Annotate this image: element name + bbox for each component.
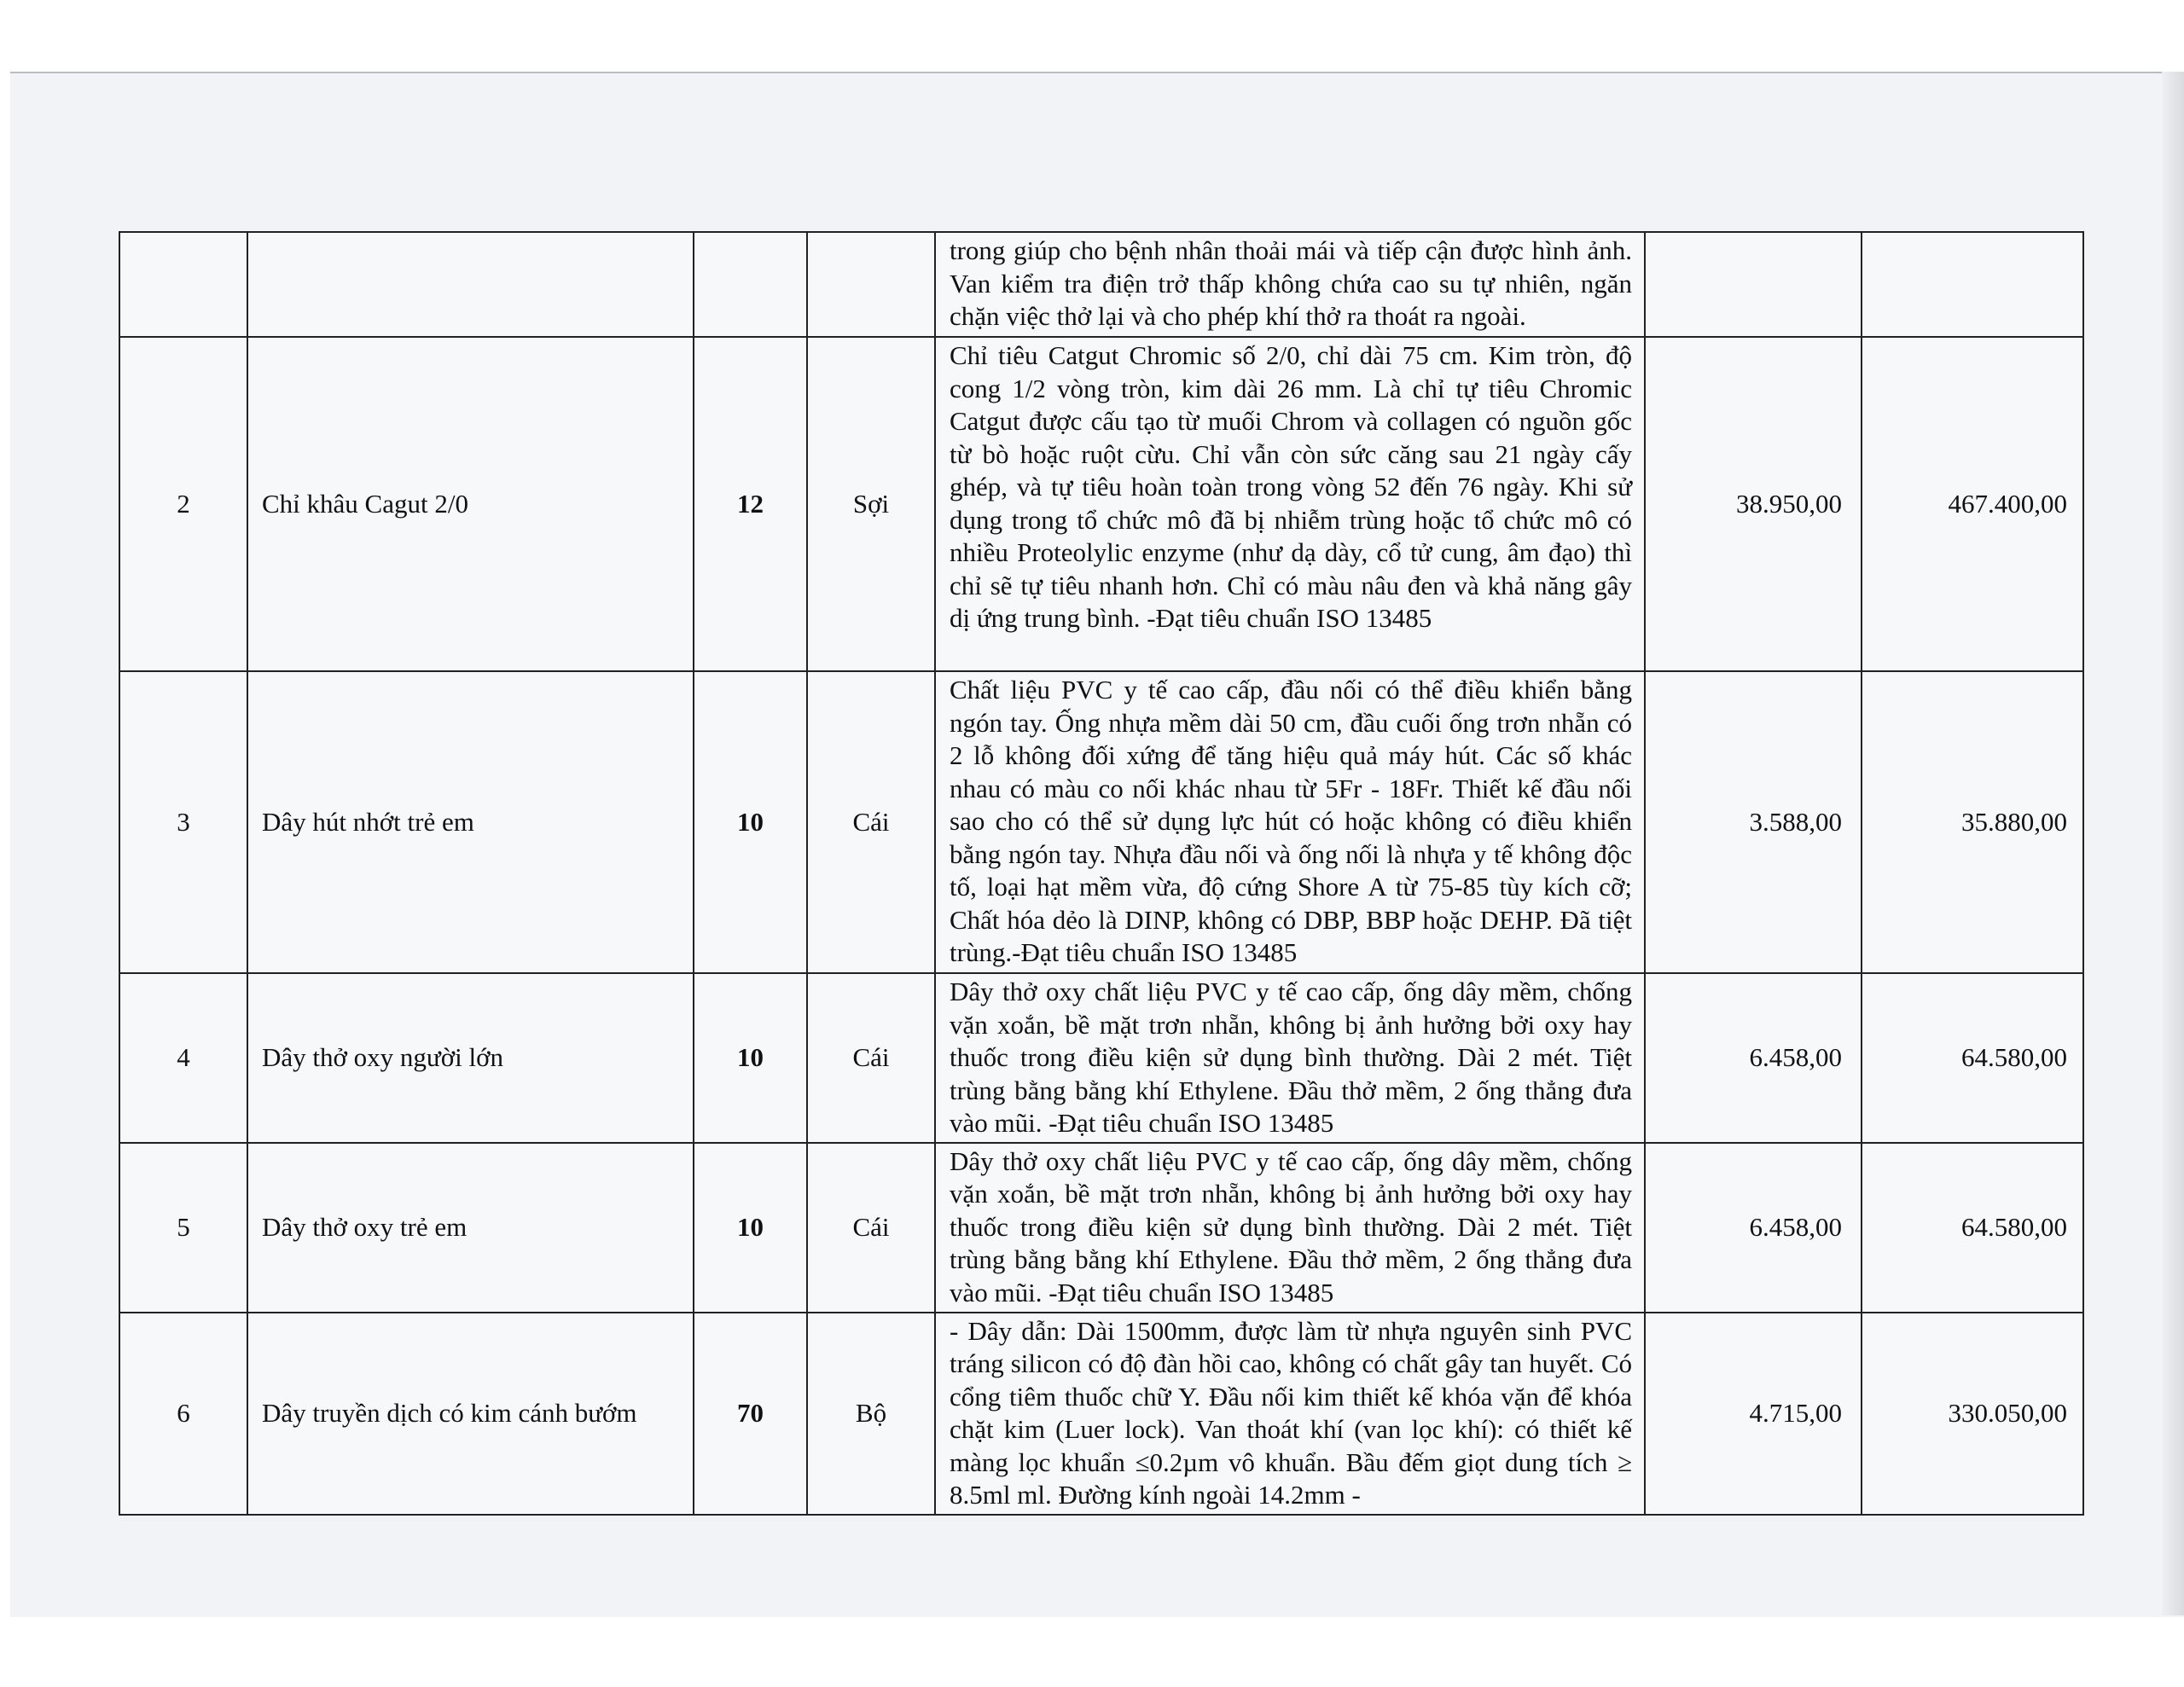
item-unit: Sợi (807, 337, 935, 671)
item-total: 467.400,00 (1862, 337, 2083, 671)
item-name-text: Dây thở oxy người lớn (262, 1042, 503, 1073)
row-number: 2 (119, 337, 247, 671)
table-row (119, 1313, 2083, 1515)
item-unit-price: 6.458,00 (1645, 1143, 1862, 1313)
item-quantity: 12 (694, 337, 807, 671)
item-name (247, 232, 694, 337)
row-number: 6 (119, 1313, 247, 1515)
item-name-text: Dây hút nhớt trẻ em (262, 807, 474, 837)
item-name-text: Chỉ khâu Cagut 2/0 (262, 489, 468, 519)
item-unit (807, 232, 935, 337)
item-specification: Dây thở oxy chất liệu PVC y tế cao cấp, ống dây mềm, chống vặn xoắn, bề mặt trơn nhẵn, không bị ảnh hưởng bởi oxy hay thuốc trong điều kiện sử dụng bình thường. Dài 2 mét. Tiệt trùng bằng bằng khí Ethylene. Đầu thở mềm, 2 ống thẳng đưa vào mũi. -Đạt tiêu chuẩn ISO 13485 (935, 973, 1645, 1143)
item-name-text: Dây thở oxy trẻ em (262, 1212, 468, 1242)
item-quantity: 70 (694, 1313, 807, 1515)
item-name (247, 337, 694, 671)
table-row (119, 232, 2083, 337)
item-unit: Bộ (807, 1313, 935, 1515)
item-unit-price: 38.950,00 (1645, 337, 1862, 671)
table-row (119, 337, 2083, 671)
item-specification: - Dây dẫn: Dài 1500mm, được làm từ nhựa nguyên sinh PVC tráng silicon có độ đàn hồi cao, không có chất gây tan huyết. Có cổng tiêm thuốc chữ Y. Đầu nối kim thiết kế khóa vặn để khóa chặt kim (Luer lock). Van thoát khí (van lọc khí): có thiết kế màng lọc khuẩn ≤0.2µm vô khuẩn. Bầu đếm giọt dung tích ≥ 8.5ml ml. Đường kính ngoài 14.2mm - (935, 1313, 1645, 1515)
item-unit-price (1645, 232, 1862, 337)
table-row (119, 973, 2083, 1143)
item-quantity (694, 232, 807, 337)
item-name (247, 1143, 694, 1313)
row-number: 4 (119, 973, 247, 1143)
table-row (119, 671, 2083, 973)
item-quantity: 10 (694, 671, 807, 973)
supplies-table (119, 231, 2084, 1516)
item-specification: Chất liệu PVC y tế cao cấp, đầu nối có thể điều khiển bằng ngón tay. Ống nhựa mềm dài 50 cm, đầu cuối ống trơn nhẵn có 2 lỗ không đối xứng để tăng hiệu quả máy hút. Các số khác nhau có màu co nối khác nhau từ 5Fr - 18Fr. Thiết kế đầu nối sao cho có thể sử dụng lực hút có hoặc không có điều khiển bằng ngón tay. Nhựa đầu nối và ống nối là nhựa y tế không độc tố, loại hạt mềm vừa, độ cứng Shore A từ 75-85 tùy kích cỡ; Chất hóa dẻo là DINP, không có DBP, BBP hoặc DEHP. Đã tiệt trùng.-Đạt tiêu chuẩn ISO 13485 (935, 671, 1645, 973)
item-total: 35.880,00 (1862, 671, 2083, 973)
item-name-text: Dây truyền dịch có kim cánh bướm (262, 1398, 637, 1428)
table-row (119, 1143, 2083, 1313)
item-total: 330.050,00 (1862, 1313, 2083, 1515)
item-name (247, 1313, 694, 1515)
item-quantity: 10 (694, 973, 807, 1143)
item-unit: Cái (807, 671, 935, 973)
item-total (1862, 232, 2083, 337)
item-specification: Chỉ tiêu Catgut Chromic số 2/0, chỉ dài 75 cm. Kim tròn, độ cong 1/2 vòng tròn, kim dài 26 mm. Là chỉ tự tiêu Chromic Catgut được cấu tạo từ muối Chrom và collagen có nguồn gốc từ bò hoặc ruột cừu. Chỉ vẫn còn sức căng sau 21 ngày cấy ghép, và tự tiêu hoàn toàn trong vòng 52 đến 76 ngày. Khi sử dụng trong tổ chức mô đã bị nhiễm trùng hoặc tổ chức mô có nhiều Proteolylic enzyme (như dạ dày, cổ tử cung, âm đạo) thì chỉ sẽ tự tiêu nhanh hơn. Chỉ có màu nâu đen và khả năng gây dị ứng trung bình. -Đạt tiêu chuẩn ISO 13485 (935, 337, 1645, 671)
scan-edge-shadow (2162, 72, 2184, 1615)
row-number (119, 232, 247, 337)
item-unit-price: 3.588,00 (1645, 671, 1862, 973)
item-specification: trong giúp cho bệnh nhân thoải mái và tiếp cận được hình ảnh. Van kiểm tra điện trở thấp không chứa cao su tự nhiên, ngăn chặn việc thở lại và cho phép khí thở ra thoát ra ngoài. (935, 232, 1645, 337)
item-quantity: 10 (694, 1143, 807, 1313)
item-total: 64.580,00 (1862, 1143, 2083, 1313)
item-unit: Cái (807, 973, 935, 1143)
item-total: 64.580,00 (1862, 973, 2083, 1143)
item-unit-price: 6.458,00 (1645, 973, 1862, 1143)
item-unit: Cái (807, 1143, 935, 1313)
row-number: 5 (119, 1143, 247, 1313)
row-number: 3 (119, 671, 247, 973)
item-unit-price: 4.715,00 (1645, 1313, 1862, 1515)
item-name (247, 671, 694, 973)
item-specification: Dây thở oxy chất liệu PVC y tế cao cấp, ống dây mềm, chống vặn xoắn, bề mặt trơn nhẵn, không bị ảnh hưởng bởi oxy hay thuốc trong điều kiện sử dụng bình thường. Dài 2 mét. Tiệt trùng bằng bằng khí Ethylene. Đầu thở mềm, 2 ống thẳng đưa vào mũi. -Đạt tiêu chuẩn ISO 13485 (935, 1143, 1645, 1313)
item-name (247, 973, 694, 1143)
